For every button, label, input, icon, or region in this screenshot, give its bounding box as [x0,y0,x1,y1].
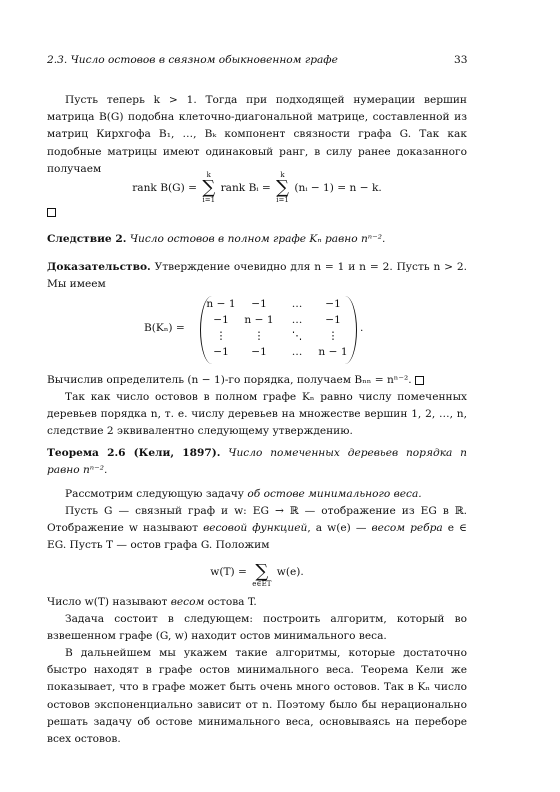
matrix-cell: n − 1 [318,346,348,358]
qed-mark-1 [47,206,56,218]
theorem-cayley [47,445,467,479]
sum1-lower: i=1 [202,196,216,204]
formula-rank-right: (nᵢ − 1) = n − k. [294,182,382,194]
sum-symbol-2: k ∑ i=1 [276,171,289,204]
weight-term: весом [170,596,205,608]
matrix-cell: −1 [251,346,267,358]
paragraph-tree-weight [47,594,467,611]
matrix-cell: −1 [325,314,341,326]
matrix-cell: −1 [213,314,229,326]
problem-text: Рассмотрим следующую задачу [65,488,248,500]
matrix-cell: ⋮ [327,330,339,342]
theorem-text: Число помеченных деревьев порядка n равно nⁿ⁻². [47,447,467,477]
sum2-upper: k [280,171,285,179]
sum-symbol-1: k ∑ i=1 [202,171,216,204]
matrix-body [200,296,357,364]
formula2-right: w(e). [276,566,304,578]
weight-function-term: весовой функцией [203,522,308,535]
proof-text: Утверждение очевидно для n = 1 и n = 2. Пусть n > 2. Мы имеем [47,261,467,291]
matrix-cell: … [291,346,303,358]
proof-label: Доказательство. [47,261,151,273]
problem-term: об остове минимального веса. [247,488,422,500]
paragraph-equivalence: Так как число остовов в полном графе Kₙ равно числу помеченных деревьев порядка n, т. е. числу деревьев на множестве вершин 1, 2, …, n, следствие 2 эквивалентно следующему утверждению. [47,391,467,438]
matrix-cell: n − 1 [206,298,236,310]
proof [47,259,467,293]
weight-def-b: , а w(e) — [307,522,372,535]
sum3-lower: e∈ET [252,580,272,588]
edge-weight-term: весом ребра [371,522,443,535]
matrix-cell: ⋮ [253,330,265,342]
sum2-lower: i=1 [276,196,289,204]
tree-weight-b: остова T. [204,596,257,608]
formula2-left: w(T) = [210,566,247,578]
paragraph-determinant [47,372,467,389]
corollary-2 [47,231,467,248]
formula-rank-mid: rank Bᵢ = [220,182,271,194]
matrix-cell: ⋮ [215,330,227,342]
matrix-cell: −1 [251,298,267,310]
matrix-tail: . [360,322,364,334]
paragraph-task: Задача состоит в следующем: построить алгоритм, который во взвешенном графе (G, w) находит остов минимального веса. [47,613,467,643]
tree-weight-a: Число w(T) называют [47,596,171,608]
qed-mark-2 [415,376,424,385]
formula-rank [47,172,467,204]
theorem-label: Теорема 2.6 (Кели, 1897). [47,447,221,459]
weight-def-c: e ∈ EG. Пусть T — остов графа G. Положим [47,522,467,552]
matrix-lhs: B(Kₙ) = [144,322,185,334]
corollary-label: Следствие 2. [47,233,127,245]
page-number: 33 [454,54,468,66]
matrix-cell: ⋱ [291,330,303,342]
paragraph-problem [47,486,467,503]
matrix-cell: n − 1 [244,314,274,326]
corollary-text: Число остовов в полном графе Kₙ равно nⁿ⁻². [129,233,386,245]
matrix-cell: −1 [325,298,341,310]
paragraph-weight-def [47,503,467,555]
sum-symbol-3: ∑ e∈ET [252,561,272,588]
determinant-text: Вычислив определитель (n − 1)-го порядка, получаем Bₙₙ = nⁿ⁻². [47,374,412,386]
running-title: 2.3. Число остовов в связном обыкновенном графе [47,54,338,66]
formula-rank-left: rank B(G) = [132,182,197,194]
matrix-cell: … [291,298,303,310]
kirchhoff-matrix [144,296,384,368]
matrix-cell: … [291,314,303,326]
sum1-upper: k [206,171,211,179]
paragraph-algorithms: В дальнейшем мы укажем такие алгоритмы, которые достаточно быстро находят в графе остов минимального веса. Теорема Кели же показывает, что в графе может быть очень много остовов. Так в Kₙ число остовов экспоненциально зависит от n. Поэтому было бы нерационально решать задачу об остове минимального веса, основываясь на переборе всех остовов. [47,647,467,746]
matrix-cell: −1 [213,346,229,358]
formula-tree-weight [47,556,467,588]
paragraph-rank-intro: Пусть теперь k > 1. Тогда при подходящей нумерации вершин матрица B(G) подобна клеточно-диагональной матрице, составленной из матриц Кирхгофа B₁, …, Bₖ компонент связности графа G. Так как подобные матрицы имеют одинаковый ранг, в силу ранее доказанного получаем [47,94,467,175]
weight-def-a: Пусть G — связный граф и w: EG → ℝ — отображение из EG в ℝ. Отображение w называют [47,505,467,535]
